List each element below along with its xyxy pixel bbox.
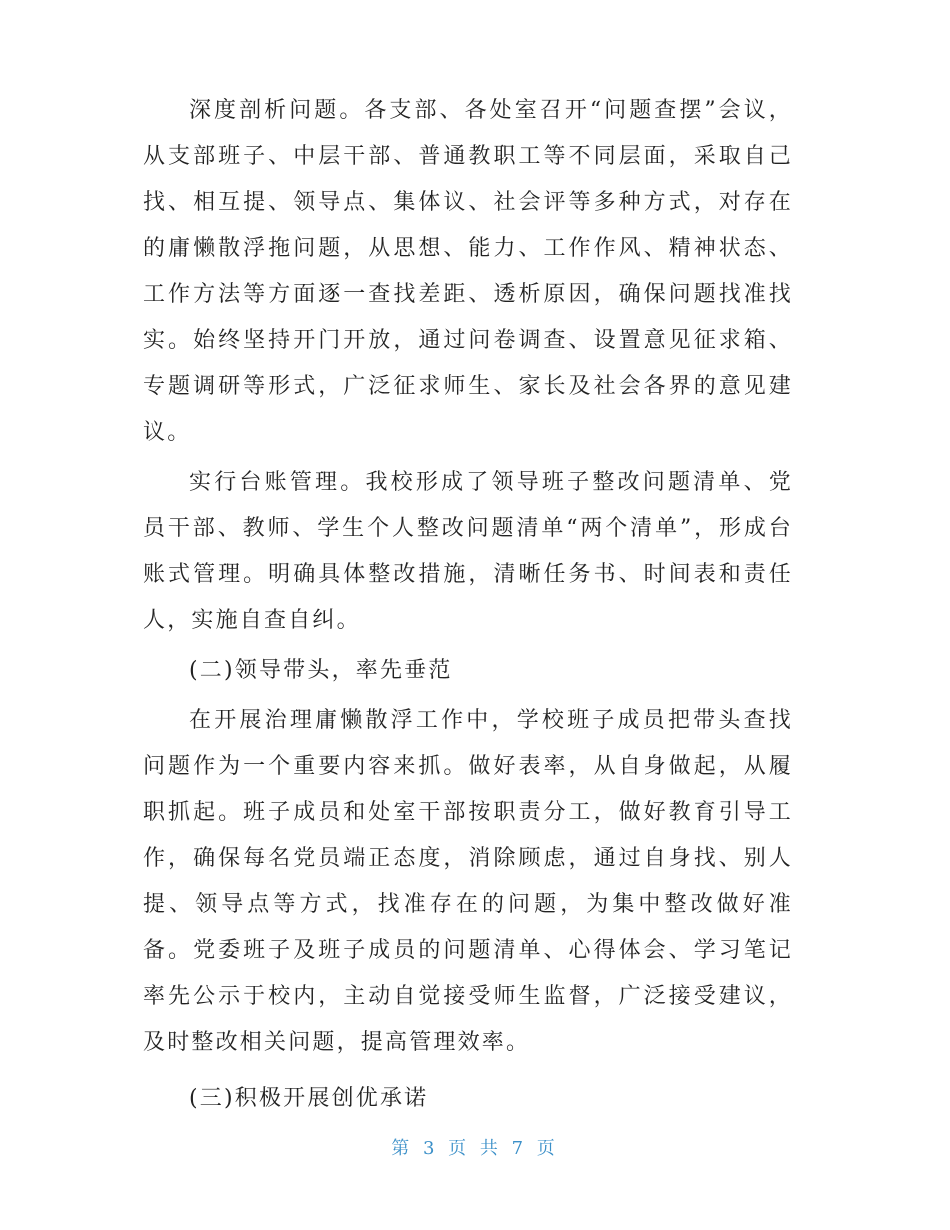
paragraph-gap: [143, 1066, 793, 1076]
section-heading-leadership: (二)领导带头，率先垂范: [189, 658, 453, 683]
paragraph-ledger-management: 实行台账管理。我校形成了领导班子整改问题清单、党员干部、教师、学生个人整改问题清单“两个清单”，形成台账式管理。明确具体整改措施，清晰任务书、时间表和责任人，实施自查自纠。: [143, 470, 793, 633]
paragraph-problem-analysis: 深度剖析问题。各支部、各处室召开“问题查摆”会议，从支部班子、中层干部、普通教职工等不同层面，采取自己找、相互提、领导点、集体议、社会评等多种方式，对存在的庸懒散浮拖问题，从思想、能力、工作作风、精神状态、工作方法等方面逐一查找差距、透析原因，确保问题找准找实。始终坚持开门开放，通过问卷调查、设置意见征求箱、专题调研等形式，广泛征求师生、家长及社会各界的意见建议。: [143, 98, 793, 445]
page-number-footer: 第 3 页 共 7 页: [391, 1138, 559, 1159]
document-body: [143, 88, 793, 1122]
paragraph-leadership-example: 在开展治理庸懒散浮工作中，学校班子成员把带头查找问题作为一个重要内容来抓。做好表率，从自身做起，从履职抓起。班子成员和处室干部按职责分工，做好教育引导工作，确保每名党员端正态度，消除顾虑，通过自身找、别人提、领导点等方式，找准存在的问题，为集中整改做好准备。党委班子及班子成员的问题清单、心得体会、学习笔记率先公示于校内，主动自觉接受师生监督，广泛接受建议，及时整改相关问题，提高管理效率。: [143, 708, 793, 1055]
section-heading-commitment: (三)积极开展创优承诺: [189, 1086, 429, 1111]
